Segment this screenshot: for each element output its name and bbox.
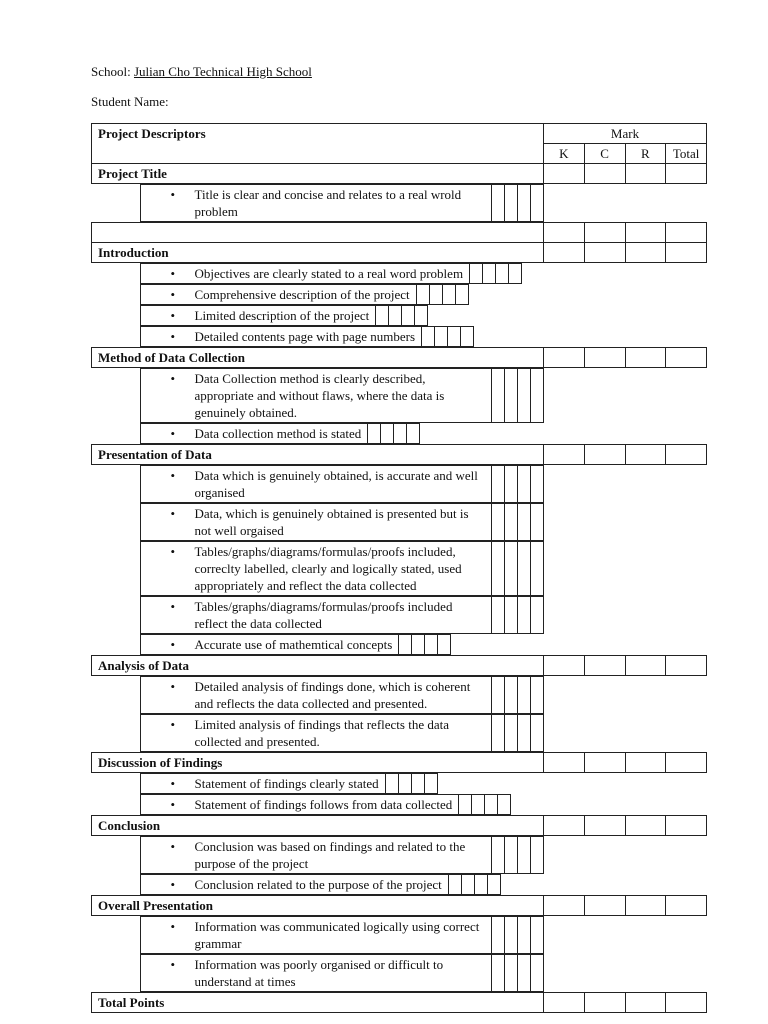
mark-k-header: K bbox=[544, 144, 585, 164]
criterion-text: Statement of findings clearly stated bbox=[194, 776, 379, 791]
mark-total-cell bbox=[666, 223, 707, 243]
bullet-icon: • bbox=[170, 371, 176, 386]
criterion-row bbox=[92, 326, 544, 347]
school-line bbox=[91, 64, 312, 80]
criterion-row bbox=[92, 954, 544, 992]
mark-total-cell bbox=[530, 466, 543, 503]
criterion-cell bbox=[140, 875, 448, 895]
criterion-text: Limited analysis of findings that reflects the data collected and presented. bbox=[194, 717, 450, 749]
mark-c-cell bbox=[504, 466, 517, 503]
bullet-icon: • bbox=[170, 187, 176, 202]
criterion-text: Conclusion related to the purpose of the project bbox=[194, 877, 442, 892]
mark-r-cell bbox=[625, 656, 666, 676]
criterion-text: Data Collection method is clearly described, appropriate and without flaws, where the data is genuinely obtained. bbox=[194, 371, 445, 420]
mark-total-cell bbox=[530, 837, 543, 874]
mark-r-cell bbox=[625, 993, 666, 1013]
criterion-item bbox=[147, 328, 416, 345]
mark-total-cell bbox=[666, 243, 707, 263]
section-row bbox=[92, 656, 707, 676]
criterion-cell bbox=[140, 424, 368, 444]
mark-c-cell bbox=[584, 164, 625, 184]
criterion-text: Data, which is genuinely obtained is presented but is not well orgaised bbox=[194, 506, 469, 538]
mark-total-cell bbox=[498, 795, 511, 815]
bullet-icon: • bbox=[170, 506, 176, 521]
criterion-row bbox=[92, 263, 544, 284]
criterion-text: Conclusion was based on findings and related to the purpose of the project bbox=[194, 839, 466, 871]
criterion-item bbox=[147, 467, 485, 501]
mark-k-cell bbox=[544, 753, 585, 773]
mark-r-cell bbox=[625, 753, 666, 773]
school-label: School: bbox=[91, 64, 131, 79]
mark-total-cell bbox=[666, 656, 707, 676]
criterion-cell bbox=[140, 369, 491, 423]
mark-k-cell bbox=[544, 445, 585, 465]
mark-r-cell bbox=[402, 306, 415, 326]
criterion-row bbox=[92, 465, 544, 503]
mark-r-cell bbox=[625, 816, 666, 836]
blank-row bbox=[92, 223, 707, 243]
mark-r-cell bbox=[517, 597, 530, 634]
criterion-row bbox=[92, 794, 544, 815]
criterion-item bbox=[147, 956, 485, 990]
bullet-icon: • bbox=[170, 839, 176, 854]
section-title: Method of Data Collection bbox=[92, 348, 544, 368]
student-name-label: Student Name: bbox=[91, 94, 169, 109]
mark-c-cell bbox=[584, 445, 625, 465]
section-title: Total Points bbox=[92, 993, 544, 1013]
criterion-cell bbox=[140, 795, 459, 815]
mark-c-cell bbox=[504, 677, 517, 714]
criterion-item bbox=[147, 678, 485, 712]
bullet-icon: • bbox=[170, 426, 176, 441]
mark-r-cell bbox=[625, 896, 666, 916]
criterion-row bbox=[92, 305, 544, 326]
mark-c-cell bbox=[483, 264, 496, 284]
mark-r-cell bbox=[411, 774, 424, 794]
mark-total-cell bbox=[530, 715, 543, 752]
criterion-text: Tables/graphs/diagrams/formulas/proofs included, correclty labelled, clearly and logically stated, used appropriately and reflect the data collected bbox=[194, 544, 462, 593]
criterion-text: Title is clear and concise and relates to a real wrold problem bbox=[194, 187, 462, 219]
mark-total-cell bbox=[530, 542, 543, 596]
mark-r-cell bbox=[517, 185, 530, 222]
bullet-icon: • bbox=[170, 637, 176, 652]
mark-c-cell bbox=[584, 223, 625, 243]
blank-cell bbox=[92, 223, 544, 243]
criterion-row bbox=[92, 596, 544, 634]
mark-c-cell bbox=[504, 504, 517, 541]
mark-total-cell bbox=[438, 635, 451, 655]
mark-total-cell bbox=[461, 327, 474, 347]
mark-k-cell bbox=[544, 656, 585, 676]
bullet-icon: • bbox=[170, 599, 176, 614]
mark-r-cell bbox=[517, 715, 530, 752]
student-name-line bbox=[91, 94, 169, 110]
criterion-text: Information was poorly organised or difficult to understand at times bbox=[194, 957, 444, 989]
mark-k-cell bbox=[491, 369, 504, 423]
criterion-cell bbox=[140, 306, 376, 326]
section-row bbox=[92, 993, 707, 1013]
section-row bbox=[92, 348, 707, 368]
bullet-icon: • bbox=[170, 679, 176, 694]
criterion-item bbox=[147, 838, 485, 872]
criterion-cell bbox=[140, 837, 491, 874]
mark-k-cell bbox=[491, 185, 504, 222]
mark-header: Mark bbox=[544, 124, 707, 144]
mark-total-cell bbox=[530, 185, 543, 222]
criterion-row bbox=[92, 634, 544, 655]
mark-r-cell bbox=[425, 635, 438, 655]
criterion-cell bbox=[140, 715, 491, 752]
section-title: Conclusion bbox=[92, 816, 544, 836]
mark-c-cell bbox=[584, 993, 625, 1013]
criterion-row bbox=[92, 714, 544, 752]
mark-r-cell bbox=[517, 504, 530, 541]
criterion-row bbox=[92, 676, 544, 714]
mark-c-cell bbox=[584, 656, 625, 676]
mark-r-cell bbox=[496, 264, 509, 284]
mark-total-cell bbox=[530, 677, 543, 714]
mark-k-cell bbox=[491, 837, 504, 874]
mark-total-cell bbox=[530, 917, 543, 954]
rubric-table bbox=[91, 123, 707, 1013]
mark-r-cell bbox=[625, 445, 666, 465]
criterion-item bbox=[147, 876, 442, 893]
mark-k-cell bbox=[544, 896, 585, 916]
criterion-cell bbox=[140, 285, 416, 305]
section-title: Presentation of Data bbox=[92, 445, 544, 465]
table-header-row bbox=[92, 124, 707, 144]
criterion-cell bbox=[140, 504, 491, 541]
mark-total-cell bbox=[530, 369, 543, 423]
mark-k-cell bbox=[385, 774, 398, 794]
criterion-cell bbox=[140, 597, 491, 634]
criterion-text: Detailed analysis of findings done, which is coherent and reflects the data collected and presented. bbox=[194, 679, 471, 711]
mark-k-cell bbox=[544, 993, 585, 1013]
criterion-item bbox=[147, 716, 485, 750]
mark-total-cell bbox=[666, 896, 707, 916]
mark-k-cell bbox=[544, 816, 585, 836]
criterion-text: Comprehensive description of the project bbox=[194, 287, 410, 302]
section-row bbox=[92, 753, 707, 773]
criterion-row bbox=[92, 284, 544, 305]
criterion-text: Statement of findings follows from data collected bbox=[194, 797, 453, 812]
criterion-item bbox=[147, 425, 362, 442]
criterion-item bbox=[147, 543, 485, 594]
mark-k-cell bbox=[544, 223, 585, 243]
mark-total-cell bbox=[666, 164, 707, 184]
bullet-icon: • bbox=[170, 797, 176, 812]
mark-c-cell bbox=[504, 185, 517, 222]
bullet-icon: • bbox=[170, 919, 176, 934]
criterion-item bbox=[147, 636, 393, 653]
mark-c-cell bbox=[461, 875, 474, 895]
mark-k-cell bbox=[491, 542, 504, 596]
bullet-icon: • bbox=[170, 266, 176, 281]
criterion-text: Data collection method is stated bbox=[194, 426, 362, 441]
descriptors-header: Project Descriptors bbox=[92, 124, 544, 164]
mark-total-cell bbox=[666, 993, 707, 1013]
criterion-cell bbox=[140, 264, 470, 284]
bullet-icon: • bbox=[170, 717, 176, 732]
mark-c-cell bbox=[435, 327, 448, 347]
criterion-text: Objectives are clearly stated to a real word problem bbox=[194, 266, 464, 281]
mark-c-cell bbox=[381, 424, 394, 444]
mark-c-cell bbox=[584, 896, 625, 916]
mark-c-cell bbox=[504, 917, 517, 954]
section-title: Overall Presentation bbox=[92, 896, 544, 916]
mark-r-cell bbox=[442, 285, 455, 305]
bullet-icon: • bbox=[170, 308, 176, 323]
mark-total-cell bbox=[530, 597, 543, 634]
mark-total-header: Total bbox=[666, 144, 707, 164]
mark-total-cell bbox=[666, 816, 707, 836]
bullet-icon: • bbox=[170, 957, 176, 972]
mark-k-cell bbox=[422, 327, 435, 347]
mark-r-cell bbox=[474, 875, 487, 895]
mark-k-cell bbox=[416, 285, 429, 305]
criterion-cell bbox=[140, 955, 491, 992]
mark-r-cell bbox=[517, 917, 530, 954]
mark-k-cell bbox=[491, 677, 504, 714]
criterion-item bbox=[147, 186, 485, 220]
mark-k-cell bbox=[399, 635, 412, 655]
section-row bbox=[92, 896, 707, 916]
bullet-icon: • bbox=[170, 877, 176, 892]
criterion-item bbox=[147, 265, 464, 282]
mark-c-cell bbox=[389, 306, 402, 326]
criterion-cell bbox=[140, 542, 491, 596]
criterion-row bbox=[92, 916, 544, 954]
mark-k-cell bbox=[491, 917, 504, 954]
mark-c-cell bbox=[584, 243, 625, 263]
criterion-cell bbox=[140, 774, 385, 794]
mark-k-cell bbox=[544, 348, 585, 368]
bullet-icon: • bbox=[170, 544, 176, 559]
criterion-item bbox=[147, 775, 379, 792]
criterion-item bbox=[147, 598, 485, 632]
mark-r-cell bbox=[517, 677, 530, 714]
bullet-icon: • bbox=[170, 776, 176, 791]
mark-k-cell bbox=[544, 164, 585, 184]
mark-c-cell bbox=[398, 774, 411, 794]
mark-total-cell bbox=[666, 445, 707, 465]
section-row bbox=[92, 164, 707, 184]
section-title: Project Title bbox=[92, 164, 544, 184]
mark-k-cell bbox=[491, 466, 504, 503]
mark-total-cell bbox=[487, 875, 500, 895]
criterion-item bbox=[147, 307, 370, 324]
mark-total-cell bbox=[530, 955, 543, 992]
section-title: Analysis of Data bbox=[92, 656, 544, 676]
mark-c-cell bbox=[504, 597, 517, 634]
criterion-text: Accurate use of mathemtical concepts bbox=[194, 637, 393, 652]
mark-c-cell bbox=[504, 369, 517, 423]
mark-r-cell bbox=[448, 327, 461, 347]
mark-k-cell bbox=[368, 424, 381, 444]
mark-total-cell bbox=[530, 504, 543, 541]
mark-k-cell bbox=[491, 504, 504, 541]
criterion-row bbox=[92, 541, 544, 596]
mark-c-cell bbox=[504, 715, 517, 752]
criterion-row bbox=[92, 874, 544, 895]
criterion-row bbox=[92, 368, 544, 423]
mark-k-cell bbox=[544, 243, 585, 263]
criterion-cell bbox=[140, 917, 491, 954]
criterion-cell bbox=[140, 677, 491, 714]
mark-total-cell bbox=[666, 753, 707, 773]
mark-k-cell bbox=[491, 715, 504, 752]
mark-r-cell bbox=[517, 466, 530, 503]
criterion-row bbox=[92, 184, 544, 222]
mark-k-cell bbox=[448, 875, 461, 895]
mark-r-cell bbox=[625, 348, 666, 368]
section-title: Discussion of Findings bbox=[92, 753, 544, 773]
criterion-cell bbox=[140, 327, 422, 347]
mark-k-cell bbox=[376, 306, 389, 326]
mark-r-cell bbox=[517, 369, 530, 423]
mark-r-header: R bbox=[625, 144, 666, 164]
mark-k-cell bbox=[459, 795, 472, 815]
mark-k-cell bbox=[491, 597, 504, 634]
mark-r-cell bbox=[485, 795, 498, 815]
bullet-icon: • bbox=[170, 287, 176, 302]
mark-c-cell bbox=[504, 542, 517, 596]
criterion-item bbox=[147, 370, 485, 421]
criterion-item bbox=[147, 505, 485, 539]
mark-r-cell bbox=[517, 955, 530, 992]
mark-c-cell bbox=[504, 955, 517, 992]
mark-total-cell bbox=[407, 424, 420, 444]
school-name: Julian Cho Technical High School bbox=[133, 64, 312, 79]
criterion-item bbox=[147, 918, 485, 952]
criterion-cell bbox=[140, 466, 491, 503]
mark-r-cell bbox=[394, 424, 407, 444]
section-row bbox=[92, 243, 707, 263]
mark-c-cell bbox=[584, 753, 625, 773]
criterion-item bbox=[147, 286, 410, 303]
bullet-icon: • bbox=[170, 329, 176, 344]
mark-total-cell bbox=[509, 264, 522, 284]
criterion-row bbox=[92, 423, 544, 444]
section-row bbox=[92, 445, 707, 465]
mark-c-header: C bbox=[584, 144, 625, 164]
criterion-cell bbox=[140, 635, 399, 655]
criterion-text: Information was communicated logically using correct grammar bbox=[194, 919, 480, 951]
mark-k-cell bbox=[491, 955, 504, 992]
mark-c-cell bbox=[412, 635, 425, 655]
mark-k-cell bbox=[470, 264, 483, 284]
mark-r-cell bbox=[625, 243, 666, 263]
criterion-row bbox=[92, 836, 544, 874]
mark-c-cell bbox=[429, 285, 442, 305]
mark-total-cell bbox=[666, 348, 707, 368]
mark-total-cell bbox=[415, 306, 428, 326]
criterion-text: Data which is genuinely obtained, is accurate and well organised bbox=[194, 468, 478, 500]
mark-total-cell bbox=[424, 774, 437, 794]
criterion-item bbox=[147, 796, 453, 813]
bullet-icon: • bbox=[170, 468, 176, 483]
mark-r-cell bbox=[517, 542, 530, 596]
criterion-text: Limited description of the project bbox=[194, 308, 370, 323]
mark-c-cell bbox=[584, 816, 625, 836]
mark-r-cell bbox=[625, 164, 666, 184]
section-title: Introduction bbox=[92, 243, 544, 263]
mark-r-cell bbox=[517, 837, 530, 874]
criterion-cell bbox=[140, 185, 491, 222]
mark-total-cell bbox=[455, 285, 468, 305]
mark-c-cell bbox=[504, 837, 517, 874]
mark-c-cell bbox=[472, 795, 485, 815]
mark-r-cell bbox=[625, 223, 666, 243]
section-row bbox=[92, 816, 707, 836]
mark-c-cell bbox=[584, 348, 625, 368]
criterion-text: Detailed contents page with page numbers bbox=[194, 329, 416, 344]
criterion-text: Tables/graphs/diagrams/formulas/proofs included reflect the data collected bbox=[194, 599, 453, 631]
criterion-row bbox=[92, 773, 544, 794]
criterion-row bbox=[92, 503, 544, 541]
